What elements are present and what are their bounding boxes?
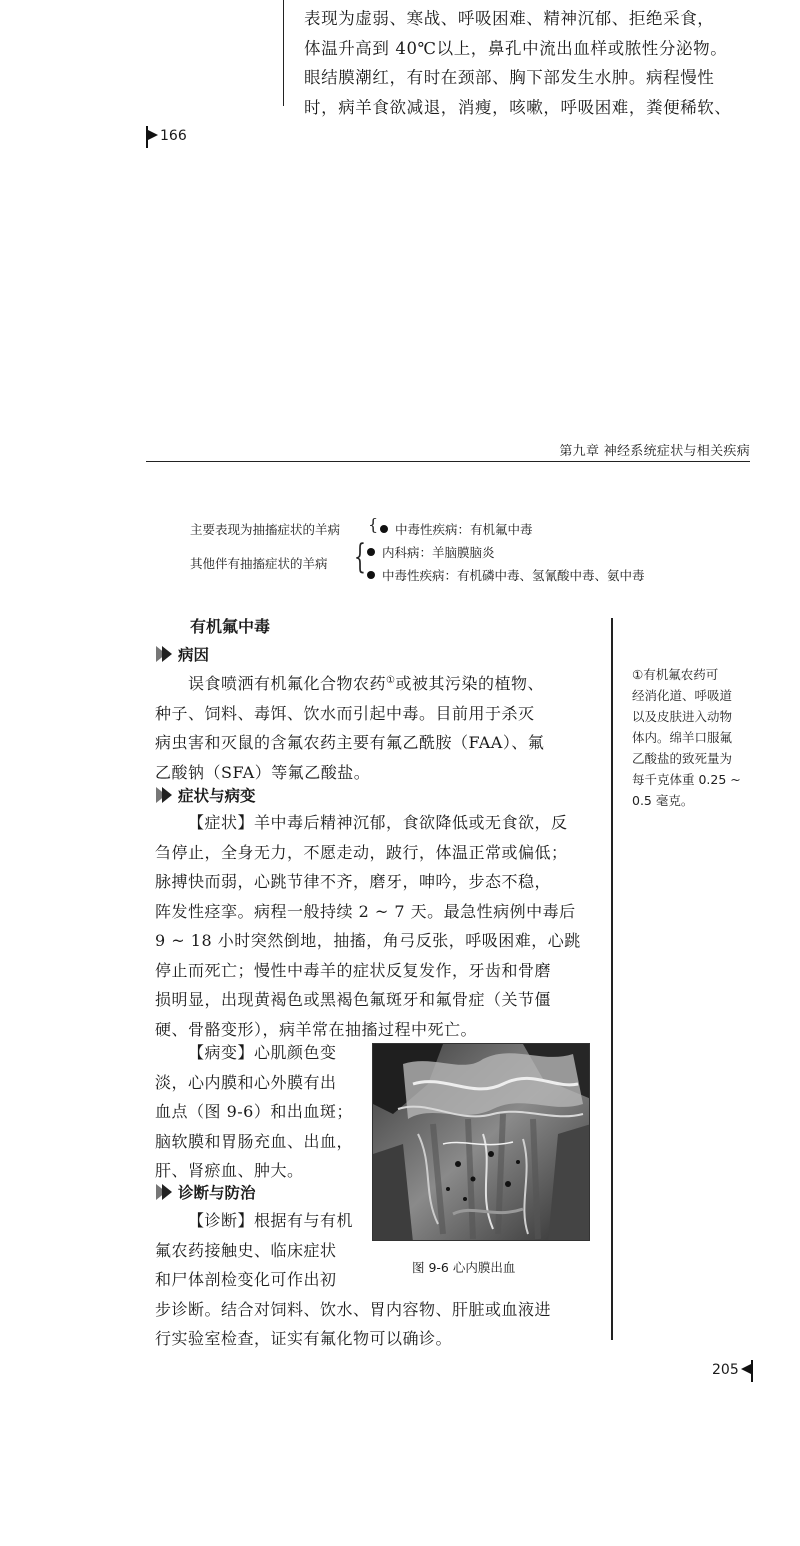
figure-caption: 图 9-6 心内膜出血 — [412, 1260, 516, 1275]
bracket-small-icon: { — [368, 515, 379, 534]
class-item: 中毒性疾病：有机磷中毒、氢氰酸中毒、氨中毒 — [367, 566, 645, 584]
note-line: 乙酸盐的致死量为 — [632, 751, 733, 766]
text-line: 【病变】心肌颜色变 — [188, 1043, 337, 1062]
lesion-paragraph — [155, 1038, 353, 1186]
text-line: 体温升高到 40℃以上，鼻孔中流出血样或脓性分泌物。 — [304, 38, 728, 58]
text-line: 病虫害和灭鼠的含氟农药主要有氟乙酰胺（FAA）、氟 — [155, 733, 545, 752]
bullet-icon — [367, 571, 375, 579]
note-line: 体内。绵羊口服氟 — [632, 730, 733, 745]
class-item: 中毒性疾病：有机氟中毒 — [380, 520, 533, 538]
text-line: 硬、骨骼变形），病羊常在抽搐过程中死亡。 — [155, 1019, 478, 1039]
page-marker-stem — [751, 1360, 753, 1382]
section-heading-symptoms: 症状与病变 — [156, 784, 256, 806]
text-line: 行实验室检查，证实有氟化物可以确诊。 — [155, 1329, 453, 1348]
text-line: 刍停止，全身无力，不愿走动，跛行，体温正常或偏低； — [155, 842, 568, 862]
section-heading-cause: 病因 — [156, 643, 209, 665]
note-line: 0.5 毫克。 — [632, 793, 694, 808]
text-line: 氟农药接触史、临床症状 — [155, 1240, 337, 1260]
text-line: 种子、饲料、毒饵、饮水而引起中毒。目前用于杀灭 — [155, 703, 535, 723]
text-line: 损明显，出现黄褐色或黑褐色氟斑牙和氟骨症（关节僵 — [155, 990, 552, 1009]
cause-paragraph — [155, 666, 544, 787]
previous-page-text — [304, 4, 764, 122]
sidebar-divider — [611, 618, 613, 1340]
text-line: 淡，心内膜和心外膜有出 — [155, 1072, 337, 1092]
text-line: 步诊断。结合对饲料、饮水、胃内容物、肝脏或血液进 — [155, 1299, 552, 1319]
bracket-large-icon: { — [354, 537, 366, 577]
page-number-166: 166 — [146, 122, 187, 148]
page-number-205: 205 — [712, 1356, 753, 1382]
text-line: 脉搏快而弱，心跳节律不齐，磨牙，呻吟，步态不稳， — [155, 872, 552, 891]
text-line: 和尸体剖检变化可作出初 — [155, 1270, 337, 1289]
page-marker-stem — [146, 126, 148, 148]
text-line: 表现为虚弱、寒战、呼吸困难、精神沉郁、拒绝采食， — [304, 9, 715, 28]
text-line: 阵发性痉挛。病程一般持续 2 ~ 7 天。最急性病例中毒后 — [155, 901, 576, 921]
text-line: 9 ~ 18 小时突然倒地，抽搐，角弓反张，呼吸困难，心跳 — [155, 931, 581, 950]
text-line: 血点（图 9-6）和出血斑； — [155, 1102, 353, 1121]
section-arrow-icon — [156, 786, 172, 804]
bullet-icon — [367, 548, 375, 556]
note-line: 经消化道、呼吸道 — [632, 688, 733, 703]
page-marker-triangle-icon — [146, 129, 158, 141]
article-title: 有机氟中毒 — [190, 617, 271, 636]
chapter-rule — [146, 461, 750, 462]
text-line: 【诊断】根据有与有机 — [188, 1211, 354, 1230]
section-arrow-icon — [156, 1183, 172, 1201]
heart-photo-illustration — [373, 1044, 590, 1241]
footnote-ref[interactable]: ① — [386, 675, 396, 686]
note-line: ①有机氟农药可 — [632, 667, 719, 682]
text-line: 【症状】羊中毒后精神沉郁，食欲降低或无食欲，反 — [188, 813, 568, 832]
text-line: 误食喷洒有机氟化合物农药①或被其污染的植物、 — [188, 674, 544, 693]
figure-endocardial-hemorrhage — [372, 1043, 590, 1241]
class-item: 内科病：羊脑膜脑炎 — [367, 543, 495, 561]
text-line: 脑软膜和胃肠充血、出血， — [155, 1131, 354, 1151]
section-heading-diagnosis: 诊断与防治 — [156, 1181, 256, 1203]
class-label-other: 其他伴有抽搐症状的羊病 — [190, 556, 328, 571]
text-line: 乙酸钠（SFA）等氟乙酸盐。 — [155, 762, 371, 782]
text-line: 肝、肾瘀血、肿大。 — [155, 1161, 304, 1180]
text-line: 时，病羊食欲减退，消瘦，咳嗽，呼吸困难，粪便稀软、 — [304, 97, 732, 117]
note-line: 每千克体重 0.25 ~ — [632, 772, 741, 787]
bullet-icon — [380, 525, 388, 533]
text-line: 停止而死亡；慢性中毒羊的症状反复发作，牙齿和骨磨 — [155, 960, 552, 980]
chapter-title: 第九章 神经系统症状与相关疾病 — [559, 444, 750, 459]
sidebar-footnote — [632, 664, 754, 811]
class-label-main: 主要表现为抽搐症状的羊病 — [190, 522, 341, 537]
text-line: 眼结膜潮红，有时在颈部、胸下部发生水肿。病程慢性 — [304, 68, 715, 87]
note-line: 以及皮肤进入动物 — [632, 709, 733, 724]
column-divider — [283, 0, 284, 106]
section-arrow-icon — [156, 645, 172, 663]
symptoms-paragraph — [155, 808, 581, 1044]
